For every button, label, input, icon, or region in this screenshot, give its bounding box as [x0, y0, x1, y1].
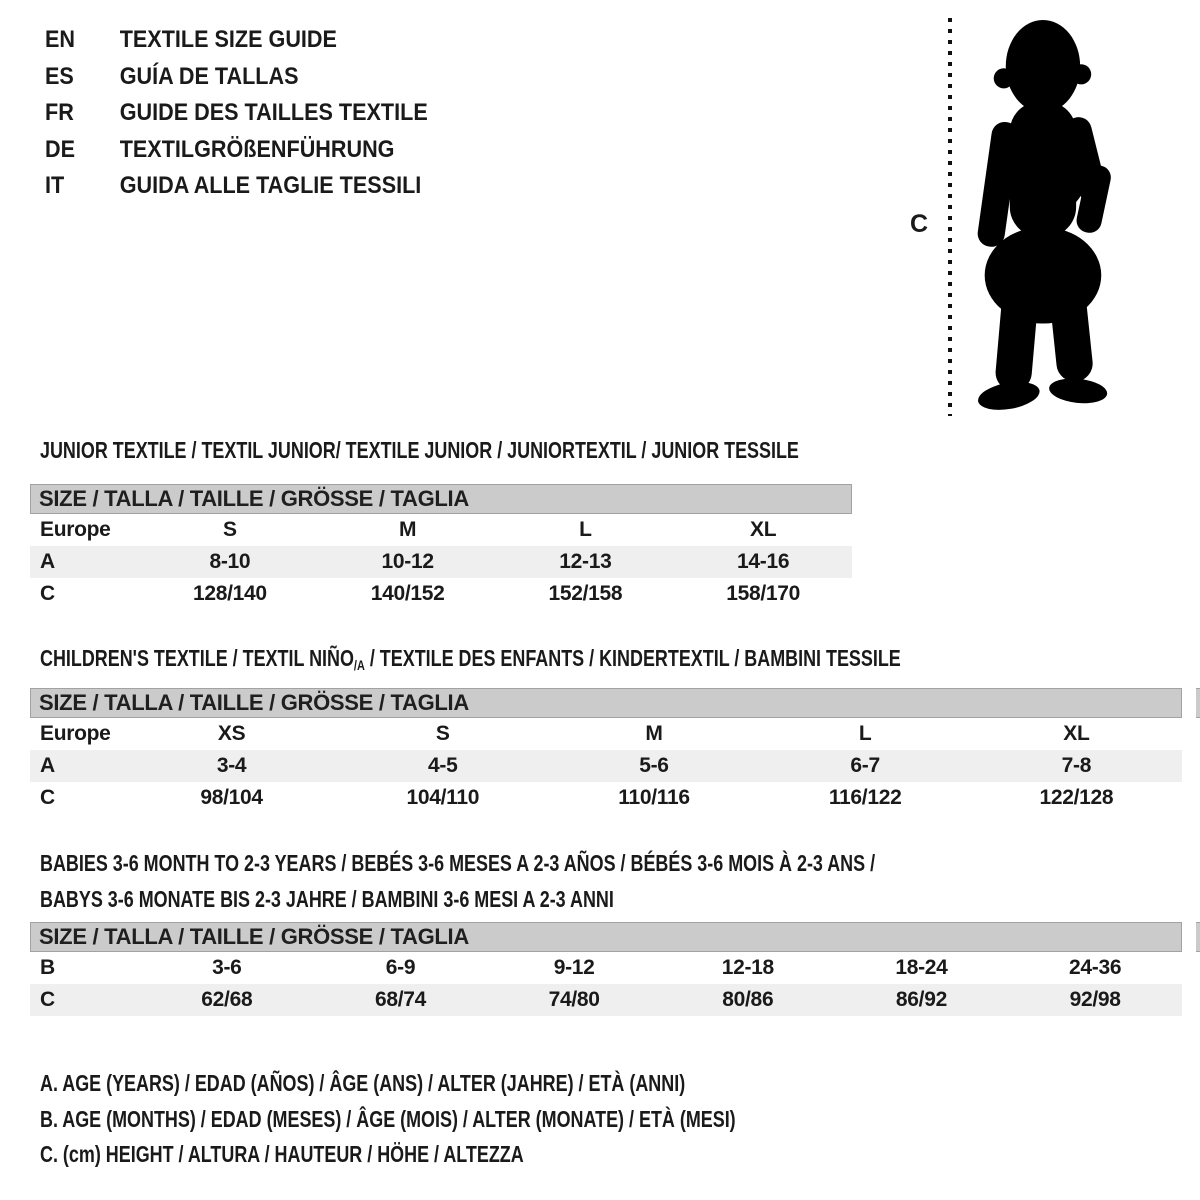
- size-header-bar: SIZE / TALLA / TAILLE / GRÖSSE / TAGLIA: [30, 688, 1182, 718]
- section-title-babies: BABIES 3-6 MONTH TO 2-3 YEARS / BEBÉS 3-6 MESES A 2-3 AÑOS / BÉBÉS 3-6 MOIS À 2-3 ANS / BABYS 3-6 MONATE BIS 2-3 JAHRE / BAMBINI 3-6 MESI A 2-3 ANNI: [40, 850, 876, 912]
- size-table-children: [30, 688, 1182, 814]
- title-subscript: /A: [353, 657, 365, 673]
- col-header: XL: [1063, 722, 1090, 745]
- size-cell: 80/86: [722, 988, 774, 1011]
- size-cell: 7-8: [1061, 754, 1092, 777]
- size-cell: 140/152: [370, 582, 445, 605]
- table-row-c: [30, 782, 1182, 814]
- lang-code: DE: [45, 135, 76, 163]
- table-row-a: [30, 546, 852, 578]
- col-header: S: [223, 518, 237, 541]
- row-label: B: [40, 956, 55, 979]
- size-cell: 128/140: [192, 582, 267, 605]
- size-cell: 8-10: [209, 550, 251, 573]
- row-label: A: [40, 754, 55, 777]
- lang-row: [45, 168, 470, 205]
- col-header: S: [435, 722, 450, 745]
- lang-row: [45, 59, 470, 96]
- row-label: C: [40, 786, 55, 809]
- size-cell: 116/122: [828, 786, 902, 809]
- lang-row: [45, 132, 470, 169]
- lang-code: FR: [45, 99, 74, 127]
- size-cell: 6-9: [385, 956, 416, 979]
- size-header-bar: SIZE / TALLA / TAILLE / GRÖSSE / TAGLIA: [30, 922, 1182, 952]
- size-header-bar: SIZE / TALLA / TAILLE / GRÖSSE / TAGLIA: [30, 484, 852, 514]
- lang-row: [45, 95, 470, 132]
- size-cell: 92/98: [1069, 988, 1121, 1011]
- table-row-c: [30, 984, 1182, 1016]
- col-header: XS: [217, 722, 246, 745]
- legend-line-b: B. AGE (MONTHS) / EDAD (MESES) / ÂGE (MOIS) / ALTER (MONATE) / ETÀ (MESI): [40, 1105, 736, 1132]
- size-cell: 158/170: [726, 582, 801, 605]
- row-label: C: [40, 988, 55, 1011]
- row-label: Europe: [40, 518, 111, 541]
- size-cell: 62/68: [201, 988, 253, 1011]
- size-cell: 9-12: [553, 956, 595, 979]
- table-row-europe: [30, 514, 852, 546]
- row-label: Europe: [40, 722, 111, 745]
- size-header-bar-fragment: [1196, 688, 1200, 718]
- col-header: L: [579, 518, 592, 541]
- legend-line-c: C. (cm) HEIGHT / ALTURA / HAUTEUR / HÖHE / ALTEZZA: [40, 1141, 524, 1168]
- col-header: L: [858, 722, 872, 745]
- lang-code: EN: [45, 26, 76, 53]
- lang-label: GUÍA DE TALLAS: [119, 62, 299, 90]
- table-row-europe: [30, 718, 1182, 750]
- col-header: M: [399, 518, 417, 541]
- size-cell: 5-6: [639, 754, 669, 777]
- size-cell: 6-7: [850, 754, 880, 777]
- size-cell: 14-16: [737, 550, 790, 573]
- size-cell: 18-24: [895, 956, 948, 979]
- table-row-b: [30, 952, 1182, 984]
- size-table-babies: [30, 922, 1182, 1016]
- col-header: XL: [750, 518, 777, 541]
- size-header-bar-fragment: [1196, 922, 1200, 952]
- size-cell: 86/92: [895, 988, 947, 1011]
- lang-label: TEXTILE SIZE GUIDE: [119, 26, 337, 53]
- row-label: A: [40, 550, 55, 573]
- section-title-children: CHILDREN'S TEXTILE / TEXTIL NIÑO/A / TEXTILE DES ENFANTS / KINDERTEXTIL / BAMBINI TESSILE: [40, 645, 901, 673]
- size-cell: 104/110: [406, 786, 480, 809]
- lang-label: GUIDA ALLE TAGLIE TESSILI: [119, 172, 422, 200]
- size-cell: 122/128: [1039, 786, 1114, 809]
- height-measure-line: [948, 18, 952, 416]
- size-cell: 3-6: [212, 956, 242, 979]
- size-cell: 24-36: [1069, 956, 1122, 979]
- size-cell: 3-4: [216, 754, 247, 777]
- lang-code: IT: [45, 172, 65, 200]
- size-cell: 152/158: [548, 582, 623, 605]
- toddler-silhouette-image: [964, 16, 1136, 418]
- size-cell: 12-13: [559, 550, 612, 573]
- lang-row: [45, 22, 470, 59]
- size-cell: 110/116: [618, 786, 690, 809]
- table-row-c: [30, 578, 852, 610]
- col-header: M: [645, 722, 663, 745]
- size-cell: 98/104: [200, 786, 263, 809]
- language-list: [45, 22, 470, 205]
- section-title-junior: JUNIOR TEXTILE / TEXTIL JUNIOR/ TEXTILE JUNIOR / JUNIORTEXTIL / JUNIOR TESSILE: [40, 437, 799, 463]
- lang-code: ES: [45, 62, 74, 90]
- measurement-legend: [40, 1066, 932, 1173]
- legend-line-a: A. AGE (YEARS) / EDAD (AÑOS) / ÂGE (ANS) / ALTER (JAHRE) / ETÀ (ANNI): [40, 1070, 686, 1096]
- size-cell: 4-5: [428, 754, 458, 777]
- lang-label: GUIDE DES TAILLES TEXTILE: [119, 99, 428, 127]
- lang-label: TEXTILGRÖßENFÜHRUNG: [119, 135, 395, 163]
- size-cell: 74/80: [548, 988, 600, 1011]
- size-cell: 12-18: [721, 956, 774, 979]
- table-row-a: [30, 750, 1182, 782]
- height-measure-label: C: [910, 210, 929, 238]
- size-cell: 68/74: [374, 988, 427, 1011]
- row-label: C: [40, 582, 55, 605]
- size-table-junior: [30, 484, 852, 610]
- size-cell: 10-12: [381, 550, 434, 573]
